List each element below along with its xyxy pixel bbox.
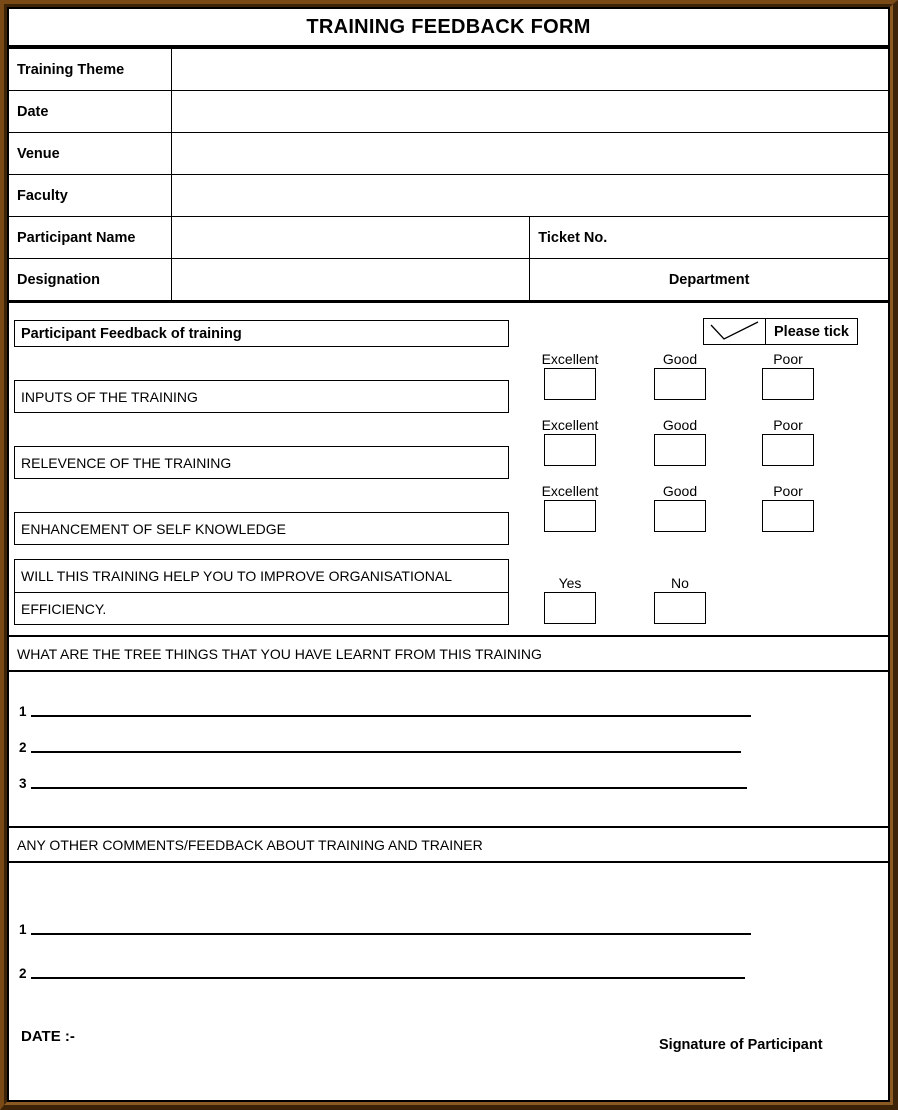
feedback-yesno-row (9, 545, 888, 629)
comments-section-title: ANY OTHER COMMENTS/FEEDBACK ABOUT TRAINING AND TRAINER (17, 836, 483, 853)
yesno-label-yes: Yes (558, 575, 582, 591)
date-label: DATE :- (21, 1028, 75, 1045)
rating-option-good[interactable] (649, 483, 711, 532)
list-item (9, 756, 888, 792)
field-label-participant-name: Participant Name (9, 217, 172, 259)
list-item (9, 889, 888, 938)
table-row (9, 259, 888, 302)
feedback-question-row (9, 413, 888, 479)
learnt-section-title: WHAT ARE THE TREE THINGS THAT YOU HAVE LEARNT FROM THIS TRAINING (17, 645, 542, 662)
table-row (9, 217, 888, 259)
form-title-bar (9, 9, 888, 48)
table-row (9, 175, 888, 217)
rating-option-excellent[interactable] (539, 483, 601, 532)
feedback-section-header: Participant Feedback of training (14, 320, 509, 347)
page-title: TRAINING FEEDBACK FORM (306, 15, 591, 38)
field-label-venue: Venue (9, 133, 172, 175)
line-number: 1 (19, 921, 27, 937)
rating-checkbox-excellent[interactable] (544, 434, 596, 466)
rating-option-excellent[interactable] (539, 351, 601, 400)
signature-label: Signature of Participant (659, 1037, 823, 1053)
rating-label-good: Good (662, 417, 698, 433)
field-label-designation: Designation (9, 259, 172, 302)
list-item (9, 938, 888, 982)
rating-checkbox-good[interactable] (654, 368, 706, 400)
rating-option-excellent[interactable] (539, 417, 601, 466)
rating-option-good[interactable] (649, 417, 711, 466)
rating-label-poor: Poor (773, 483, 803, 499)
yesno-option-no[interactable] (649, 575, 711, 624)
learnt-answer-lines (9, 672, 888, 826)
rating-option-good[interactable] (649, 351, 711, 400)
please-tick-label: Please tick (774, 323, 849, 340)
rating-label-poor: Poor (773, 351, 803, 367)
rating-label-good: Good (662, 351, 698, 367)
rating-label-excellent: Excellent (541, 417, 599, 433)
field-input-faculty[interactable] (172, 175, 889, 217)
rating-checkbox-excellent[interactable] (544, 500, 596, 532)
rating-label-good: Good (662, 483, 698, 499)
rating-label-excellent: Excellent (541, 351, 599, 367)
question-label-relevence-of-training: RELEVENCE OF THE TRAINING (14, 446, 509, 479)
table-row (9, 49, 888, 91)
yesno-label-no: No (671, 575, 689, 591)
yesno-checkbox-no[interactable] (654, 592, 706, 624)
comment-line-1[interactable] (31, 933, 751, 935)
field-input-venue[interactable] (172, 133, 889, 175)
rating-option-poor[interactable] (757, 351, 819, 400)
rating-option-poor[interactable] (757, 483, 819, 532)
line-number: 1 (19, 703, 27, 719)
yesno-option-yes[interactable] (539, 575, 601, 624)
rating-option-poor[interactable] (757, 417, 819, 466)
field-input-training-theme[interactable] (172, 49, 889, 91)
answer-line-3[interactable] (31, 787, 747, 789)
line-number: 2 (19, 739, 27, 755)
rating-checkbox-excellent[interactable] (544, 368, 596, 400)
rating-checkbox-poor[interactable] (762, 434, 814, 466)
feedback-section (9, 303, 888, 629)
line-number: 2 (19, 965, 27, 981)
feedback-question-row (9, 479, 888, 545)
question-label-organisational-efficiency-line2: EFFICIENCY. (14, 592, 509, 625)
feedback-header-row (9, 320, 888, 347)
yesno-checkbox-yes[interactable] (544, 592, 596, 624)
field-input-date[interactable] (172, 91, 889, 133)
rating-checkbox-poor[interactable] (762, 368, 814, 400)
table-row (9, 133, 888, 175)
question-label-enhancement-of-self-knowledge: ENHANCEMENT OF SELF KNOWLEDGE (14, 512, 509, 545)
table-row (9, 91, 888, 133)
field-input-designation[interactable] (172, 259, 530, 302)
participant-info-table (9, 48, 888, 303)
answer-line-2[interactable] (31, 751, 741, 753)
please-tick-legend (703, 318, 858, 345)
line-number: 3 (19, 775, 27, 791)
field-label-ticket-no: Ticket No. (530, 217, 888, 259)
answer-line-1[interactable] (31, 715, 751, 717)
rating-label-excellent: Excellent (541, 483, 599, 499)
check-tick-icon (704, 319, 766, 344)
comment-line-2[interactable] (31, 977, 745, 979)
field-input-participant-name[interactable] (172, 217, 530, 259)
form-sheet (7, 7, 890, 1102)
list-item (9, 720, 888, 756)
field-label-department: Department (530, 259, 888, 302)
rating-label-poor: Poor (773, 417, 803, 433)
question-label-organisational-efficiency-line1: WILL THIS TRAINING HELP YOU TO IMPROVE ORGANISATIONAL (14, 559, 509, 592)
rating-checkbox-good[interactable] (654, 500, 706, 532)
field-label-faculty: Faculty (9, 175, 172, 217)
rating-checkbox-good[interactable] (654, 434, 706, 466)
field-label-date: Date (9, 91, 172, 133)
list-item (9, 684, 888, 720)
comments-answer-lines (9, 863, 888, 982)
form-footer (9, 982, 888, 1074)
field-label-training-theme: Training Theme (9, 49, 172, 91)
rating-checkbox-poor[interactable] (762, 500, 814, 532)
question-label-inputs-of-training: INPUTS OF THE TRAINING (14, 380, 509, 413)
feedback-question-row (9, 347, 888, 413)
